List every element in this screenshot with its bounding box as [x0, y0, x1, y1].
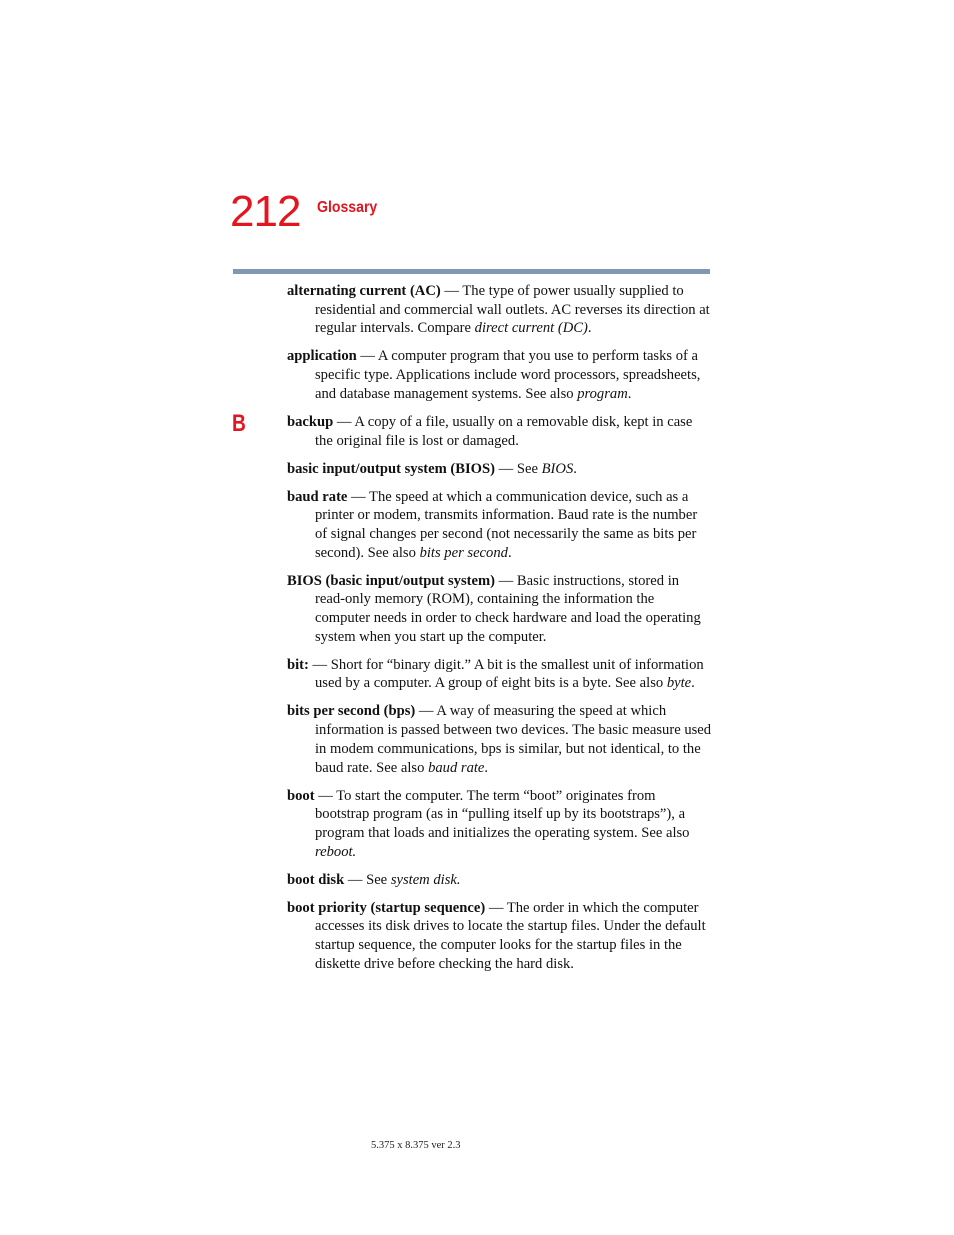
entry-term: backup [287, 413, 334, 430]
glossary-entry [287, 282, 712, 338]
entry-tail: . [484, 759, 489, 776]
entry-tail: . [507, 544, 512, 561]
entry-term: BIOS (basic input/output system) [287, 572, 496, 589]
glossary-entry [287, 656, 712, 693]
entry-definition: — See [495, 460, 542, 477]
entry-tail: . [587, 320, 592, 337]
entry-definition: — A way of measuring the speed at which information is passed between two devices. The basic measure used in modem communications, bps is similar, but not identical, to the baud rate. See also [315, 703, 712, 776]
entry-tail: . [691, 675, 695, 692]
entry-definition: — Basic instructions, stored in read-only memory (ROM), containing the information the computer needs in order to check hardware and load the operating system when you start up the computer. [315, 572, 701, 645]
entry-term: alternating current (AC) [287, 283, 441, 299]
entry-definition: — Short for “binary digit.” A bit is the smallest unit of information used by a computer. A group of eight bits is a byte. See also [308, 656, 704, 692]
entry-tail: . [627, 385, 632, 402]
entry-term: boot disk [287, 871, 345, 888]
entry-definition: — To start the computer. The term “boot” originates from bootstrap program (as in “pulling itself up by its bootstraps”), a program that loads and initializes the operating system. See also [314, 787, 690, 841]
glossary-entries [287, 282, 712, 983]
glossary-entry [287, 460, 712, 479]
entry-definition: — The speed at which a communication device, such as a printer or modem, transmits information. Baud rate is the number of signal changes per second (not necessarily the same as bits per second). See also [315, 488, 698, 561]
entry-term: basic input/output system (BIOS) [287, 460, 496, 477]
entry-term: boot [287, 787, 315, 804]
glossary-entry [287, 413, 712, 450]
entry-term: application [287, 348, 357, 365]
glossary-entry [287, 899, 712, 974]
entry-definition: — A computer program that you use to perform tasks of a specific type. Applications include word processors, spreadsheets, and database management systems. See also [315, 348, 701, 402]
header-rule [233, 269, 710, 274]
entry-cross-reference: direct current (DC) [474, 320, 588, 337]
glossary-entry [287, 488, 712, 563]
entry-term: baud rate [287, 488, 348, 505]
entry-definition: — A copy of a file, usually on a removable disk, kept in case the original file is lost or damaged. [315, 413, 693, 449]
glossary-entry [287, 871, 712, 890]
glossary-entry [287, 702, 712, 777]
page-number: 212 [230, 187, 301, 236]
entry-term: bits per second (bps) [287, 703, 416, 720]
entry-cross-reference: reboot. [315, 843, 357, 860]
entry-cross-reference: baud rate [428, 759, 485, 776]
entry-term: bit: [287, 656, 309, 673]
section-title: Glossary [317, 199, 378, 216]
glossary-entry [287, 572, 712, 647]
entry-cross-reference: byte [666, 675, 692, 692]
entry-cross-reference: program [577, 385, 628, 402]
entry-tail: . [573, 460, 577, 477]
entry-cross-reference: BIOS [541, 460, 574, 477]
glossary-entry [287, 787, 712, 862]
entry-definition: — See [344, 871, 391, 888]
glossary-entry [287, 347, 712, 403]
entry-definition: — The order in which the computer accesses its disk drives to locate the startup files. Under the default startup sequence, the computer looks for the startup files in the diskette drive before checking the hard disk. [315, 899, 706, 972]
entry-cross-reference: system disk. [390, 871, 461, 888]
footer-version: 5.375 x 8.375 ver 2.3 [371, 1140, 461, 1151]
entry-cross-reference: bits per second [419, 544, 508, 561]
entry-term: boot priority (startup sequence) [287, 899, 486, 916]
letter-marker: B [232, 410, 246, 437]
entry-definition: — The type of power usually supplied to residential and commercial wall outlets. AC reverses its direction at regular intervals. Compare [315, 283, 710, 337]
